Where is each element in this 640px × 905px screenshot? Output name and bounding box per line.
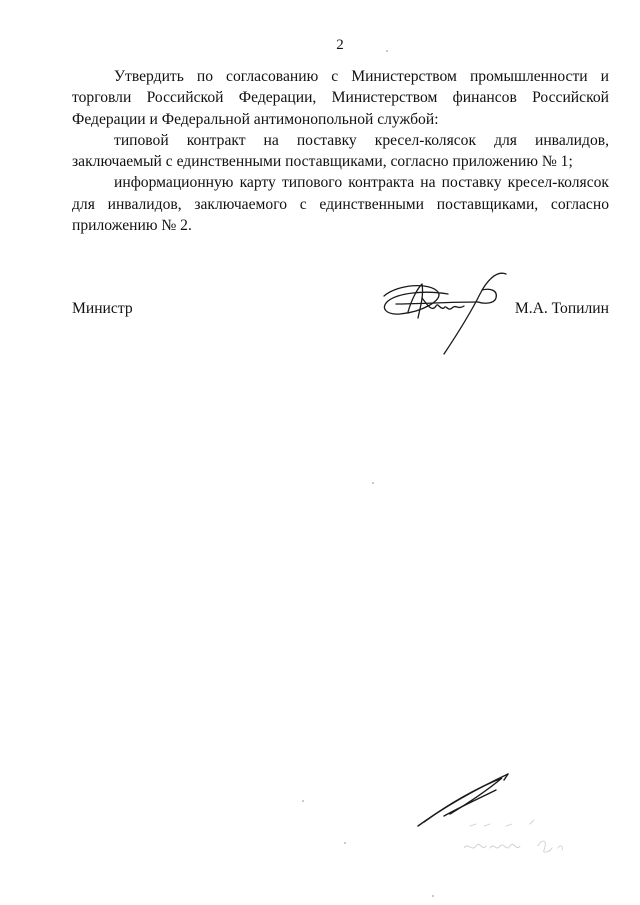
document-body: [72, 66, 609, 236]
handwritten-signature: [378, 268, 510, 356]
faint-handwritten-note: [460, 818, 580, 858]
scan-speck: [302, 800, 304, 802]
signer-name: М.А. Топилин: [514, 300, 609, 317]
paragraph-contract: типовой контракт на поставку кресел-колясок для инвалидов, заключаемый с единственными поставщиками, согласно приложению № 1;: [72, 131, 609, 171]
paragraph-approve: Утвердить по согласованию с Министерством промышленности и торговли Российской Федерации, Министерством финансов Российской Федерации и Федеральной антимонопольной службой:: [72, 68, 609, 128]
scan-speck: [386, 50, 388, 52]
page-number: 2: [336, 37, 344, 53]
signature-row: [72, 300, 609, 324]
paragraph-info-card: информационную карту типового контракта на поставку кресел-колясок для инвалидов, заключаемого с единственными поставщиками, согласно приложению № 2.: [72, 174, 609, 235]
scan-speck: [344, 842, 346, 844]
signer-position: Министр: [72, 300, 133, 317]
scan-speck: [372, 482, 374, 484]
scan-speck: [432, 895, 434, 897]
